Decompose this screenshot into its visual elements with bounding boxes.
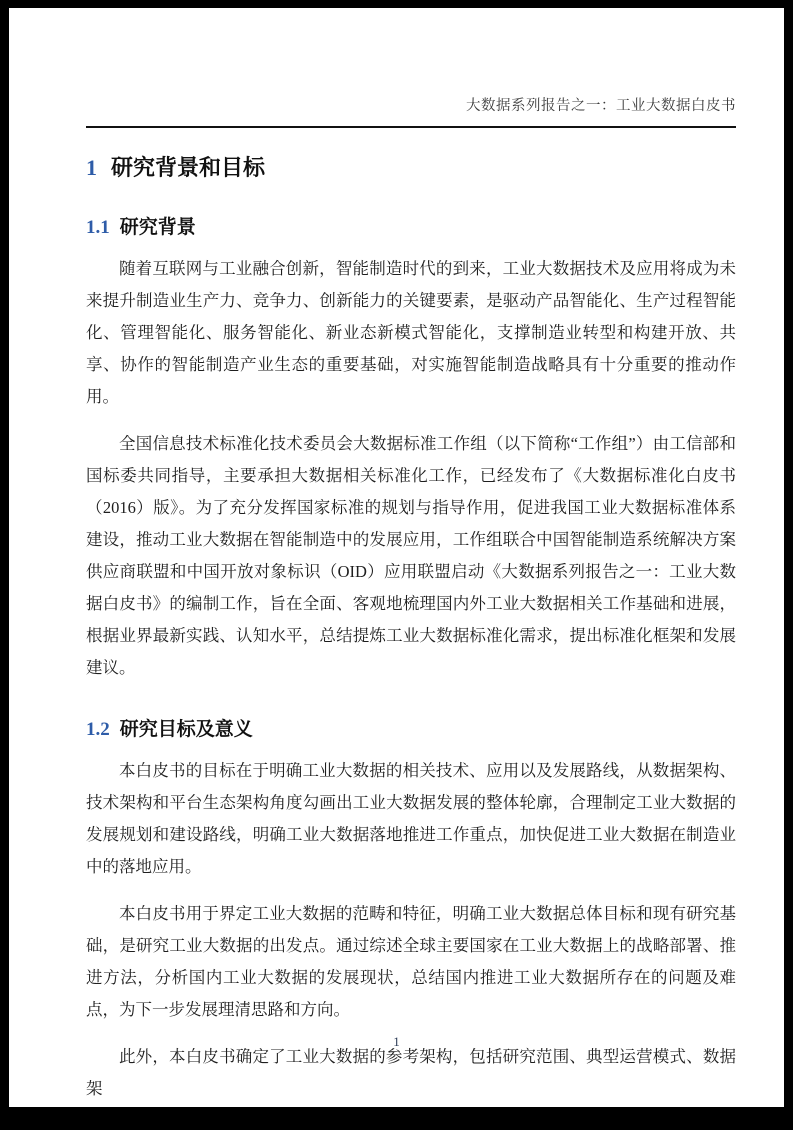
section-number-1-1: 1.1 (86, 217, 110, 238)
paragraph: 全国信息技术标准化技术委员会大数据标准工作组（以下简称“工作组”）由工信部和国标委共同指导，主要承担大数据相关标准化工作，已经发布了《大数据标准化白皮书（2016）版》。为了充分发挥国家标准的规划与指导作用，促进我国工业大数据标准体系建设，推动工业大数据在智能制造中的发展应用，工作组联合中国智能制造系统解决方案供应商联盟和中国开放对象标识（OID）应用联盟启动《大数据系列报告之一：工业大数据白皮书》的编制工作，旨在全面、客观地梳理国内外工业大数据相关工作基础和进展，根据业界最新实践、认知水平，总结提炼工业大数据标准化需求，提出标准化框架和发展建议。 (86, 434, 736, 677)
section-number-1-2: 1.2 (86, 719, 110, 740)
chapter-number: 1 (86, 155, 97, 180)
section-title-1-1: 研究背景 (119, 217, 196, 238)
paragraph: 本白皮书的目标在于明确工业大数据的相关技术、应用以及发展路线，从数据架构、技术架构和平台生态架构角度勾画出工业大数据发展的整体轮廓，合理制定工业大数据的发展规划和建设路线，明确工业大数据落地推进工作重点，加快促进工业大数据在制造业中的落地应用。 (86, 761, 736, 876)
section-1-1-content (86, 253, 736, 684)
chapter-heading (86, 151, 736, 182)
running-header (86, 8, 736, 128)
section-1-2-content (86, 755, 736, 1105)
running-header-title: 大数据系列报告之一：工业大数据白皮书 (466, 98, 736, 114)
section-title-1-2: 研究目标及意义 (119, 719, 253, 740)
page-footer (9, 1034, 784, 1050)
section-heading-1-2 (86, 714, 736, 741)
document-page (9, 8, 784, 1107)
page-number: 1 (393, 1034, 400, 1049)
paragraph: 随着互联网与工业融合创新，智能制造时代的到来，工业大数据技术及应用将成为未来提升制造业生产力、竞争力、创新能力的关键要素，是驱动产品智能化、生产过程智能化、管理智能化、服务智能化、新业态新模式智能化，支撑制造业转型和构建开放、共享、协作的智能制造产业生态的重要基础，对实施智能制造战略具有十分重要的推动作用。 (86, 259, 736, 406)
chapter-title: 研究背景和目标 (111, 155, 266, 180)
paragraph: 此外，本白皮书确定了工业大数据的参考架构，包括研究范围、典型运营模式、数据架 (86, 1047, 736, 1098)
section-heading-1-1 (86, 212, 736, 239)
paragraph: 本白皮书用于界定工业大数据的范畴和特征，明确工业大数据总体目标和现有研究基础，是研究工业大数据的出发点。通过综述全球主要国家在工业大数据上的战略部署、推进方法，分析国内工业大数据的发展现状，总结国内推进工业大数据所存在的问题及难点，为下一步发展理清思路和方向。 (86, 904, 736, 1019)
